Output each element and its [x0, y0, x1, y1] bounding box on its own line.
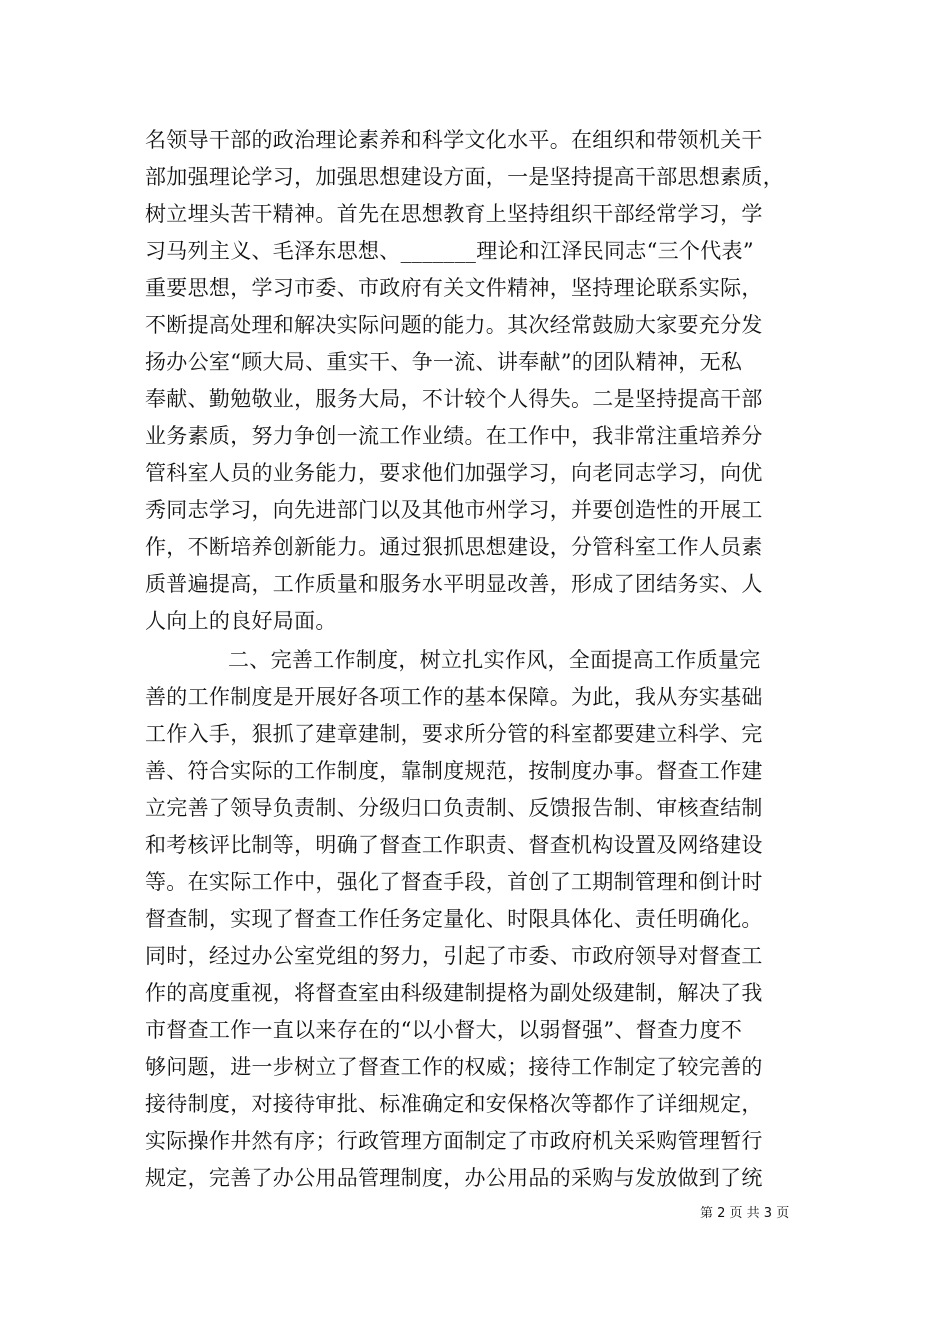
text-line: 够问题，进一步树立了督查工作的权威；接待工作制定了较完善的 — [145, 1055, 763, 1079]
text-line: 工作入手，狠抓了建章建制，要求所分管的科室都要建立科学、完 — [145, 722, 763, 746]
text-line: 名领导干部的政治理论素养和科学文化水平。在组织和带领机关干 — [145, 128, 763, 152]
text-line: 立完善了领导负责制、分级归口负责制、反馈报告制、审核查结制 — [145, 796, 763, 820]
text-line: 秀同志学习，向先进部门以及其他市州学习，并要创造性的开展工 — [145, 498, 763, 522]
text-line: 同时，经过办公室党组的努力，引起了市委、市政府领导对督查工 — [145, 944, 763, 968]
text-line: 不断提高处理和解决实际问题的能力。其次经常鼓励大家要充分发 — [145, 313, 763, 337]
text-line: 奉献、勤勉敬业，服务大局，不计较个人得失。二是坚持提高干部 — [145, 387, 763, 411]
text-line: 管科室人员的业务能力，要求他们加强学习，向老同志学习，向优 — [145, 461, 763, 485]
text-line: 规定，完善了办公用品管理制度，办公用品的采购与发放做到了统 — [145, 1166, 763, 1190]
text-line: 人向上的良好局面。 — [145, 609, 337, 633]
text-line: 市督查工作一直以来存在的“以小督大，以弱督强”、督查力度不 — [145, 1018, 743, 1042]
page-number-footer: 第 2 页 共 3 页 — [700, 1206, 790, 1221]
text-line: 树立埋头苦干精神。首先在思想教育上坚持组织干部经常学习，学 — [145, 202, 763, 226]
text-line: 善的工作制度是开展好各项工作的基本保障。为此，我从夯实基础 — [145, 685, 763, 709]
text-line: 督查制，实现了督查工作任务定量化、时限具体化、责任明确化。 — [145, 907, 763, 931]
text-line: 部加强理论学习，加强思想建设方面，一是坚持提高干部思想素质， — [145, 165, 784, 189]
text-line: 重要思想，学习市委、市政府有关文件精神，坚持理论联系实际， — [145, 276, 763, 300]
text-line: 等。在实际工作中，强化了督查手段，首创了工期制管理和倒计时 — [145, 870, 763, 894]
text-line: 实际操作井然有序；行政管理方面制定了市政府机关采购管理暂行 — [145, 1129, 763, 1153]
text-line: 业务素质，努力争创一流工作业绩。在工作中，我非常注重培养分 — [145, 424, 763, 448]
text-line: 接待制度，对接待审批、标准确定和安保格次等都作了详细规定， — [145, 1092, 763, 1116]
text-line: 扬办公室“顾大局、重实干、争一流、讲奉献”的团队精神，无私 — [145, 350, 743, 374]
text-line: 和考核评比制等，明确了督查工作职责、督查机构设置及网络建设 — [145, 833, 763, 857]
text-line: 习马列主义、毛泽东思想、_______理论和江泽民同志“三个代表” — [145, 239, 754, 263]
section-heading-line: 二、完善工作制度，树立扎实作风，全面提高工作质量完 — [228, 648, 761, 672]
text-line: 作的高度重视，将督查室由科级建制提格为副处级建制，解决了我 — [145, 981, 763, 1005]
text-line: 善、符合实际的工作制度，靠制度规范，按制度办事。督查工作建 — [145, 759, 763, 783]
text-line: 质普遍提高，工作质量和服务水平明显改善，形成了团结务实、人 — [145, 572, 763, 596]
text-line: 作，不断培养创新能力。通过狠抓思想建设，分管科室工作人员素 — [145, 535, 763, 559]
